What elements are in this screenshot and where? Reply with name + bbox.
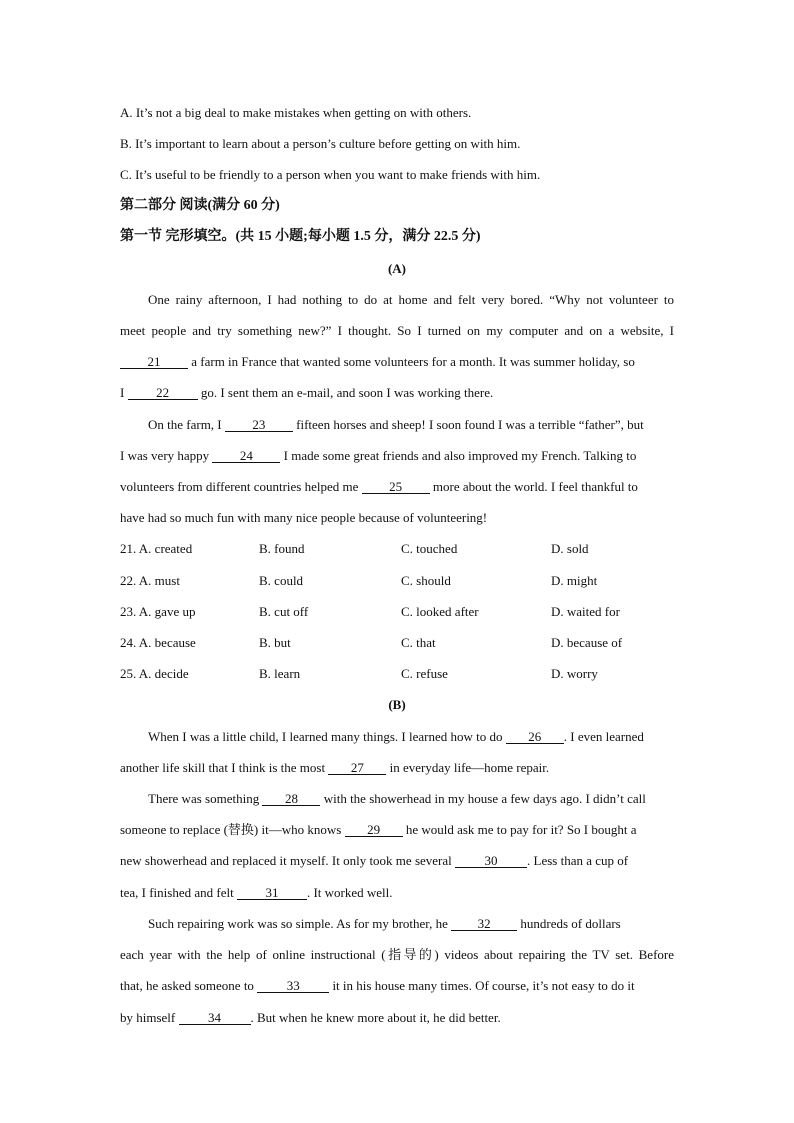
choice-a[interactable]: 23. A. gave up	[120, 604, 196, 619]
passage-b-line: each year with the help of online instructional (指导的) videos about repairing the TV set. Before	[120, 947, 674, 962]
blank-33[interactable]: 33	[257, 979, 329, 993]
passage-b-line: someone to replace (替换) it—who knows 29 he would ask me to pay for it? So I bought a	[120, 822, 637, 837]
passage-b-line: new showerhead and replaced it myself. It only took me several 30 . Less than a cup of	[120, 853, 629, 868]
choice-d[interactable]: D. sold	[551, 541, 589, 556]
option-c-text: C. It’s useful to be friendly to a person when you want to make friends with him.	[120, 167, 541, 182]
passage-a-line: meet people and try something new?” I thought. So I turned on my computer and on a website, I	[120, 323, 674, 338]
choice-a[interactable]: 21. A. created	[120, 541, 193, 556]
choice-c[interactable]: C. touched	[401, 541, 458, 556]
passage-b-line: There was something 28 with the showerhead in my house a few days ago. I didn’t call	[148, 791, 646, 806]
choice-c[interactable]: C. looked after	[401, 604, 479, 619]
blank-21[interactable]: 21	[120, 355, 188, 369]
blank-24[interactable]: 24	[212, 449, 280, 463]
blank-22[interactable]: 22	[128, 386, 198, 400]
choice-c[interactable]: C. should	[401, 573, 451, 588]
choice-c[interactable]: C. that	[401, 635, 436, 650]
blank-27[interactable]: 27	[328, 761, 386, 775]
choice-b[interactable]: B. cut off	[259, 604, 309, 619]
passage-b-line: tea, I finished and felt 31 . It worked well.	[120, 885, 393, 900]
choice-a[interactable]: 25. A. decide	[120, 666, 189, 681]
passage-a-line: I was very happy 24 I made some great friends and also improved my French. Talking to	[120, 448, 637, 463]
choice-b[interactable]: B. found	[259, 541, 305, 556]
passage-a-line: volunteers from different countries helped me 25 more about the world. I feel thankful to	[120, 479, 638, 494]
choice-a[interactable]: 24. A. because	[120, 635, 196, 650]
choice-d[interactable]: D. waited for	[551, 604, 620, 619]
choice-d[interactable]: D. might	[551, 573, 598, 588]
blank-23[interactable]: 23	[225, 418, 293, 432]
passage-a-line: I 22 go. I sent them an e-mail, and soon I was working there.	[120, 385, 494, 400]
choice-b[interactable]: B. could	[259, 573, 304, 588]
passage-b-line: another life skill that I think is the most 27 in everyday life—home repair.	[120, 760, 550, 775]
passage-a-line: One rainy afternoon, I had nothing to do at home and felt very bored. “Why not volunteer to	[148, 292, 674, 307]
passage-b-line: Such repairing work was so simple. As for my brother, he 32 hundreds of dollars	[148, 916, 621, 931]
blank-29[interactable]: 29	[345, 823, 403, 837]
passage-b-line: by himself 34 . But when he knew more about it, he did better.	[120, 1010, 501, 1025]
choice-b[interactable]: B. learn	[259, 666, 301, 681]
blank-32[interactable]: 32	[451, 917, 517, 931]
passage-a-line: have had so much fun with many nice people because of volunteering!	[120, 510, 488, 525]
option-b-text: B. It’s important to learn about a person’s culture before getting on with him.	[120, 136, 521, 151]
choice-d[interactable]: D. because of	[551, 635, 623, 650]
choice-d[interactable]: D. worry	[551, 666, 598, 681]
section-heading: 第一节 完形填空。(共 15 小题;每小题 1.5 分，满分 22.5 分)	[120, 229, 481, 244]
blank-30[interactable]: 30	[455, 854, 527, 868]
passage-a-line: 21 a farm in France that wanted some volunteers for a month. It was summer holiday, so	[120, 354, 674, 370]
passage-b-line: When I was a little child, I learned many things. I learned how to do 26 . I even learned	[148, 729, 644, 744]
choice-b[interactable]: B. but	[259, 635, 291, 650]
passage-b-line: that, he asked someone to 33 it in his house many times. Of course, it’s not easy to do it	[120, 978, 635, 993]
part-heading: 第二部分 阅读(满分 60 分)	[120, 198, 280, 213]
choice-a[interactable]: 22. A. must	[120, 573, 180, 588]
blank-31[interactable]: 31	[237, 886, 307, 900]
passage-a-line: On the farm, I 23 fifteen horses and sheep! I soon found I was a terrible “father”, but	[148, 417, 644, 432]
blank-25[interactable]: 25	[362, 480, 430, 494]
passage-b-label: (B)	[388, 697, 406, 712]
option-a-text: A. It’s not a big deal to make mistakes when getting on with others.	[120, 105, 472, 120]
blank-34[interactable]: 34	[179, 1011, 251, 1025]
blank-28[interactable]: 28	[262, 792, 320, 806]
blank-26[interactable]: 26	[506, 730, 564, 744]
choice-c[interactable]: C. refuse	[401, 666, 448, 681]
passage-a-label: (A)	[387, 261, 407, 276]
